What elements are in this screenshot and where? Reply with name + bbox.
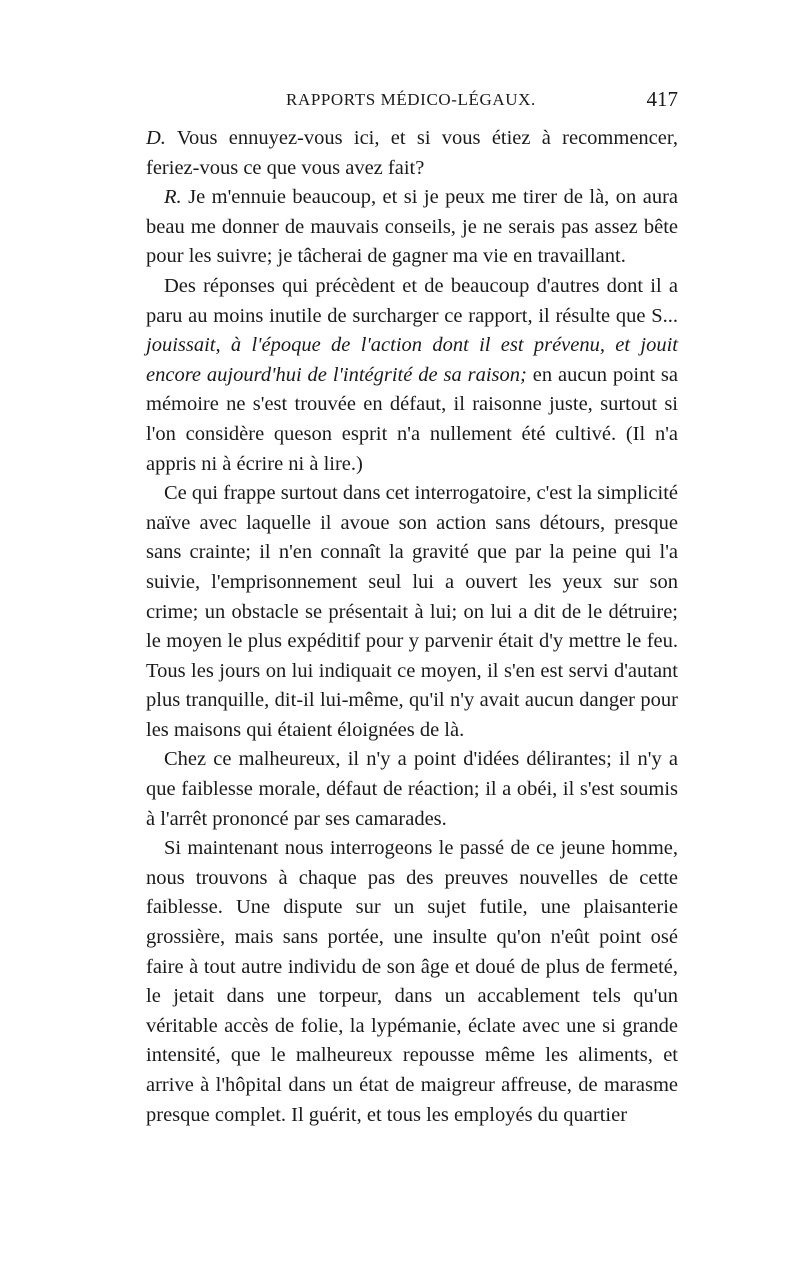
answer-text: Je m'ennuie beaucoup, et si je peux me tirer de là, on aura beau me donner de mauvais conseils, je ne serais pas assez bête pour les suivre; je tâcherai de gagner ma vie en travaillant. (146, 186, 678, 268)
answer-paragraph (146, 183, 678, 272)
paragraph-weakness: Chez ce malheureux, il n'y a point d'idées délirantes; il n'y a que faiblesse morale, défaut de réaction; il a obéi, il s'est soumis à l'arrêt prononcé par ses camarades. (146, 748, 678, 830)
speaker-label-answer: R. (164, 186, 182, 209)
paragraph-conclusion-part2: en aucun point sa mémoire ne s'est trouvée en défaut, il raisonne juste, surtout si l'on considère queson esprit n'a nullement été cultivé. (Il n'a appris ni à écrire ni à lire.) (146, 363, 679, 475)
speaker-label-question: D. (146, 127, 166, 149)
paragraph-conclusion (146, 272, 678, 479)
running-title: RAPPORTS MÉDICO-LÉGAUX. (286, 90, 536, 109)
paragraph-simplicity: Ce qui frappe surtout dans cet interrogatoire, c'est la simplicité naïve avec laquelle il avoue son action sans détours, presque sans crainte; il n'en connaît la gravité que par la peine qui l'a suivie, l'emprisonnement seul lui a ouvert les yeux sur son crime; un obstacle se présentait à lui; on lui a dit de le détruire; le moyen le plus expéditif pour y parvenir était d'y mettre le feu. Tous les jours on lui indiquait ce moyen, il s'en est servi d'autant plus tranquille, dit-il lui-même, qu'il n'y avait aucun danger pour les maisons qui étaient éloignées de là. (146, 482, 678, 741)
question-text: Vous ennuyez-vous ici, et si vous étiez à recommencer, feriez-vous ce que vous avez fait? (146, 127, 678, 179)
body-text (146, 124, 678, 1130)
question-paragraph (146, 124, 678, 183)
page-number: 417 (646, 87, 678, 111)
paragraph-conclusion-italic: jouissait, à l'époque de l'action dont il est prévenu, et jouit encore aujourd'hui de l'intégrité de sa raison; (146, 334, 678, 386)
page-header (146, 87, 678, 120)
paragraph-conclusion-part1: Des réponses qui précèdent et de beaucoup d'autres dont il a paru au moins inutile de surcharger ce rapport, il résulte que S... (146, 274, 678, 327)
paragraph-past: Si maintenant nous interrogeons le passé de ce jeune homme, nous trouvons à chaque pas des preuves nouvelles de cette faiblesse. Une dispute sur un sujet futile, une plaisanterie grossière, mais sans portée, une insulte qu'on n'eût point osé faire à tout autre individu de son âge et doué de plus de fermeté, le jetait dans une torpeur, dans un accablement tels qu'un véritable accès de folie, la lypémanie, éclate avec une si grande intensité, que le malheureux repousse même les aliments, et arrive à l'hôpital dans un état de maigreur affreuse, de marasme presque complet. Il guérit, et tous les employés du quartier (146, 837, 678, 1126)
